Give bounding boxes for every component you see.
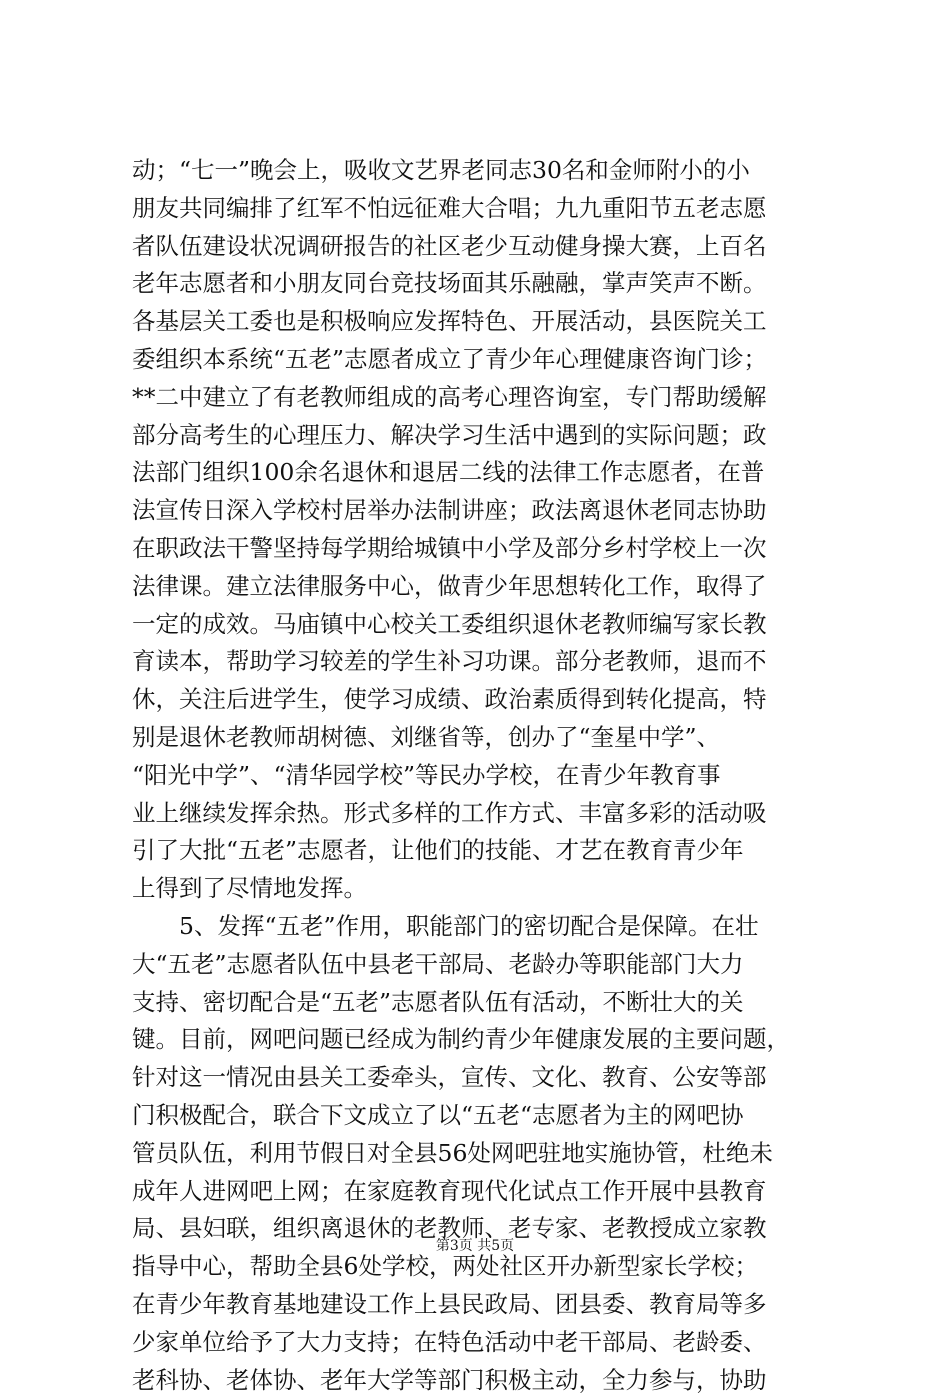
text-line: **二中建立了有老教师组成的高考心理咨询室，专门帮助缓解 (132, 379, 832, 417)
text-line: 键。目前，网吧问题已经成为制约青少年健康发展的主要问题， (132, 1021, 832, 1059)
text-line: 支持、密切配合是“五老”志愿者队伍有活动，不断壮大的关 (132, 984, 832, 1022)
text-line: 5、发挥“五老”作用，职能部门的密切配合是保障。在壮 (132, 908, 832, 946)
text-line: 成年人进网吧上网；在家庭教育现代化试点工作开展中县教育 (132, 1173, 832, 1211)
text-line: 针对这一情况由县关工委牵头，宣传、文化、教育、公安等部 (132, 1059, 832, 1097)
text-line: 业上继续发挥余热。形式多样的工作方式、丰富多彩的活动吸 (132, 795, 832, 833)
text-line: 者队伍建设状况调研报告的社区老少互动健身操大赛，上百名 (132, 228, 832, 266)
text-line: 法宣传日深入学校村居举办法制讲座；政法离退休老同志协助 (132, 492, 832, 530)
text-line: 局、县妇联，组织离退休的老教师、老专家、老教授成立家教 (132, 1210, 832, 1248)
text-line: 别是退休老教师胡树德、刘继省等，创办了“奎星中学”、 (132, 719, 832, 757)
text-line: 在职政法干警坚持每学期给城镇中小学及部分乡村学校上一次 (132, 530, 832, 568)
text-line: 老年志愿者和小朋友同台竞技场面其乐融融，掌声笑声不断。 (132, 265, 832, 303)
text-line: 各基层关工委也是积极响应发挥特色、开展活动，县医院关工 (132, 303, 832, 341)
text-line: 法部门组织100余名退休和退居二线的法律工作志愿者，在普 (132, 454, 832, 492)
text-line: 法律课。建立法律服务中心，做青少年思想转化工作，取得了 (132, 568, 832, 606)
text-line: 上得到了尽情地发挥。 (132, 870, 832, 908)
text-line: 一定的成效。马庙镇中心校关工委组织退休老教师编写家长教 (132, 606, 832, 644)
text-line: “阳光中学”、“清华园学校”等民办学校，在青少年教育事 (132, 757, 832, 795)
text-line: 朋友共同编排了红军不怕远征难大合唱；九九重阳节五老志愿 (132, 190, 832, 228)
text-line: 大“五老”志愿者队伍中县老干部局、老龄办等职能部门大力 (132, 946, 832, 984)
text-line: 门积极配合，联合下文成立了以“五老“志愿者为主的网吧协 (132, 1097, 832, 1135)
page-footer: 第3页 共5页 (0, 1236, 950, 1256)
text-line: 指导中心，帮助全县6处学校，两处社区开办新型家长学校； (132, 1248, 832, 1286)
text-line: 委组织本系统“五老”志愿者成立了青少年心理健康咨询门诊； (132, 341, 832, 379)
text-line: 部分高考生的心理压力、解决学习生活中遇到的实际问题；政 (132, 417, 832, 455)
text-line: 少家单位给予了大力支持；在特色活动中老干部局、老龄委、 (132, 1324, 832, 1362)
text-line: 引了大批“五老”志愿者，让他们的技能、才艺在教育青少年 (132, 832, 832, 870)
text-line: 育读本，帮助学习较差的学生补习功课。部分老教师，退而不 (132, 643, 832, 681)
text-line: 老科协、老体协、老年大学等部门积极主动，全力参与，协助 (132, 1362, 832, 1399)
text-line: 管员队伍，利用节假日对全县56处网吧驻地实施协管，杜绝未 (132, 1135, 832, 1173)
text-line: 动；“七一”晚会上，吸收文艺界老同志30名和金师附小的小 (132, 152, 832, 190)
text-line: 休，关注后进学生，使学习成绩、政治素质得到转化提高，特 (132, 681, 832, 719)
body-text (132, 152, 832, 1399)
text-line: 在青少年教育基地建设工作上县民政局、团县委、教育局等多 (132, 1286, 832, 1324)
